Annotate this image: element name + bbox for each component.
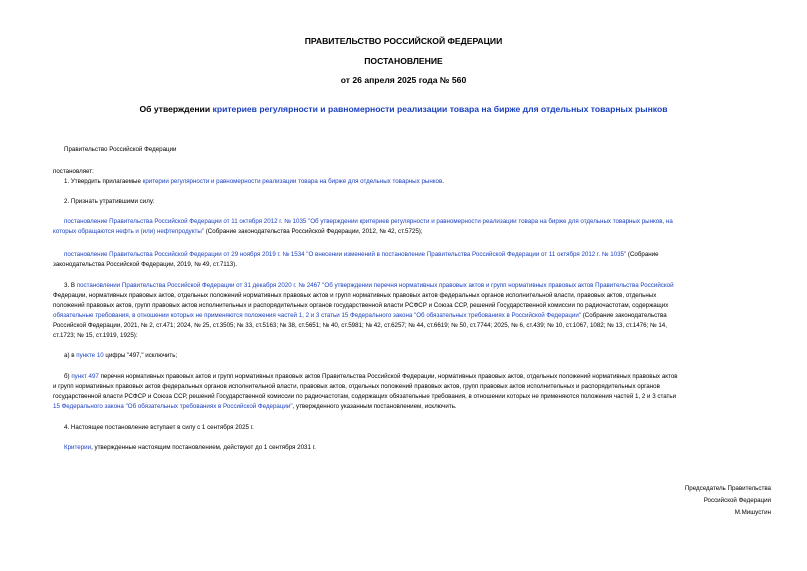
point-2: 2. Признать утратившими силу:: [64, 198, 155, 205]
point-3b-line-2: и групп нормативных правовых актов федеральных органов исполнительной власти, правовых актов, отдельных положений правовых актов, групп правовых актов исполнительных и распорядительных органов: [53, 383, 660, 390]
point-3-line-3: положений правовых актов, групп правовых актов исполнительных и распорядительных органов государственной власти РСФСР и Союза ССР, решений Государственной комиссии по радиочастотам, содержащих: [53, 302, 669, 309]
title-criteria-link[interactable]: критериев регулярности и равномерности реализации товара на бирже для отдельных товарных рынков: [212, 104, 668, 114]
point-3-line-4: [53, 311, 667, 321]
point-1: [64, 177, 444, 187]
point-3a-suffix: цифры "497," исключить;: [103, 352, 178, 359]
federal-law-link-2[interactable]: 15 Федерального закона "Об обязательных требованиях в Российской Федерации": [53, 403, 293, 410]
point-3b-line-3: государственной власти РСФСР и Союза ССР, решений Государственной комиссии по радиочастотам, содержащих обязательные требования, в отношении которых не применяются положения частей 1, 2 и 3 статьи: [53, 393, 677, 400]
federal-law-link[interactable]: обязательные требования, в отношении которых не применяются положения частей 1, 2 и 3 статьи 15 Федерального закона "Об обязательных требованиях в Российской Федерации": [53, 312, 581, 319]
point-3b-prefix: б): [64, 373, 72, 380]
signature-title: Председатель Правительства: [684, 485, 771, 492]
point-3-line-1: [64, 281, 674, 291]
point-3-line-2: Федерации, нормативных правовых актов, отдельных положений нормативных правовых актов и групп нормативных правовых актов федеральных органов исполнительной власти, правовых актов, отдельных: [53, 292, 657, 299]
point-2a-suffix: (Собрание законодательства Российской Федерации, 2012, № 42, ст.5725);: [204, 228, 423, 235]
point-3b-rest: перечня нормативных правовых актов и групп нормативных правовых актов Правительства Российской Федерации, нормативных правовых актов, отдельных положений нормативных правовых актов: [98, 373, 678, 380]
point-3-line-4-suffix: (Собрание законодательства: [581, 312, 667, 319]
point-3-line-5: Российской Федерации, 2021, № 2, ст.471; 2024, № 25, ст.3505; № 33, ст.5163; № 38, ст.5651; № 40, ст.5981; № 42, ст.6257; № 44, ст.6619; № 50, ст.7744; 2025, № 6, ст.439; № 10, ст.1067, 1082; № 13, ст.1476; № 14,: [53, 322, 667, 329]
criteria-link-2[interactable]: Критерии: [64, 444, 92, 451]
point-3a: [64, 351, 177, 361]
resolution-1035-link-cont[interactable]: которых обращаются нефть и (или) нефтепродукты": [53, 228, 205, 235]
org-heading: ПРАВИТЕЛЬСТВО РОССИЙСКОЙ ФЕДЕРАЦИИ: [304, 36, 503, 46]
signature-name: М.Мишустин: [734, 509, 771, 516]
resolution-1534-link[interactable]: постановление Правительства Российской Федерации от 29 ноября 2019 г. № 1534 "О внесении изменений в постановление Правительства Российской Федерации от 11 октября 2012 г. № 1035": [64, 251, 627, 258]
document-title: [0, 104, 807, 114]
point-3b-line-1: [64, 372, 678, 382]
signature-country: Российской Федерации: [703, 497, 771, 504]
point-3b-line-4: [53, 402, 457, 412]
criteria-link[interactable]: критерии регулярности и равномерности реализации товара на бирже для отдельных товарных рынков: [142, 178, 443, 185]
point-2b-line-1: [64, 250, 659, 260]
point-1-suffix: .: [442, 178, 444, 185]
point-3-line-6: ст.1723; № 15, ст.1919, 1925):: [53, 332, 138, 339]
point-2a-line-1: [64, 217, 673, 227]
point-2b-line-2: законодательства Российской Федерации, 2019, № 49, ст.7113).: [53, 261, 237, 268]
point-2b-suffix: (Собрание: [626, 251, 659, 258]
point-4: 4. Настоящее постановление вступает в силу с 1 сентября 2025 г.: [64, 424, 254, 431]
government-line: Правительство Российской Федерации: [64, 146, 177, 153]
resolves-line: постановляет:: [53, 168, 94, 175]
point-10-link[interactable]: пункте 10: [76, 352, 104, 359]
point-5-suffix: , утвержденные настоящим постановлением, действуют до 1 сентября 2031 г.: [91, 444, 316, 451]
point-3a-prefix: а) в: [64, 352, 77, 359]
point-5: [64, 443, 316, 453]
point-2a-line-2: [53, 227, 423, 237]
point-3-prefix: 3. В: [64, 282, 77, 289]
point-1-text: 1. Утвердить прилагаемые: [64, 178, 143, 185]
date-number-heading: от 26 апреля 2025 года № 560: [340, 75, 467, 85]
resolution-2467-link[interactable]: постановлении Правительства Российской Федерации от 31 декабря 2020 г. № 2467 "Об утверждении перечня нормативных правовых актов и групп нормативных правовых актов Правительства Российской: [76, 282, 674, 289]
point-3b-line-4-suffix: , утвержденного указанным постановлением, исключить.: [292, 403, 457, 410]
doc-type-heading: ПОСТАНОВЛЕНИЕ: [364, 56, 443, 66]
title-prefix: Об утверждении: [139, 104, 213, 114]
point-497-link[interactable]: пункт 497: [71, 373, 99, 380]
resolution-1035-link[interactable]: постановление Правительства Российской Федерации от 11 октября 2012 г. № 1035 "Об утверждении критериев регулярности и равномерности реализации товара на бирже для отдельных товарных рынков, на: [64, 218, 673, 225]
